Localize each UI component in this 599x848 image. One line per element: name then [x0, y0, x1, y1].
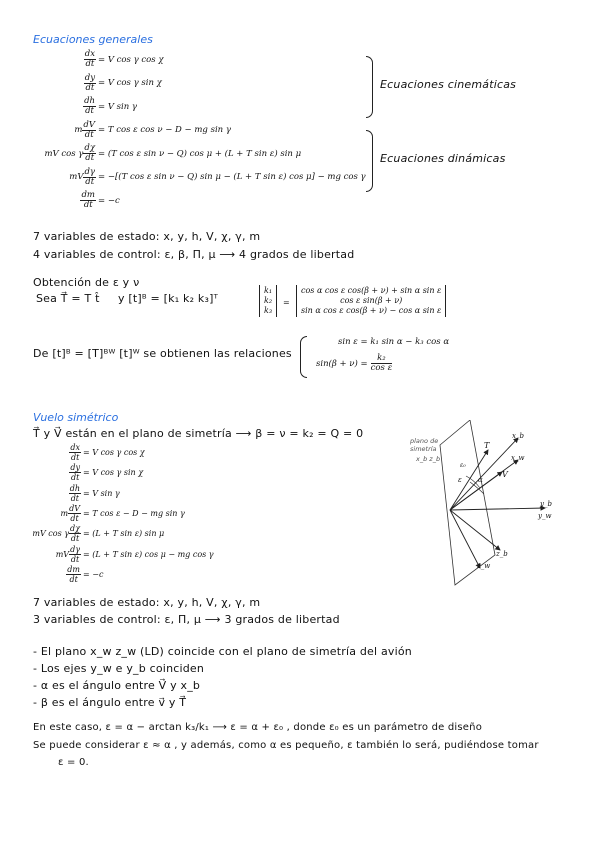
fraction-denominator: dt	[71, 473, 80, 483]
general-equation	[0, 50, 599, 69]
derivative-fraction	[68, 504, 81, 523]
matrix-entry: cos α cos ε cos(β + ν) + sin α sin ε	[301, 286, 442, 295]
equation-prefix: mV cos γ	[44, 148, 84, 159]
equation-rhs: = V cos γ cos χ	[98, 54, 164, 65]
matrix-equals: =	[283, 298, 290, 307]
matrix-entry: sin α cos ε cos(β + ν) − cos α sin ε	[301, 306, 442, 315]
label-eps: ε	[458, 476, 462, 484]
relations-line: De [t]ᴮ = [T]ᴮᵂ [t]ᵂ se obtienen las relaciones	[33, 347, 292, 360]
fraction-denominator: dt	[70, 493, 80, 503]
equation-rhs: = T cos ε − D − mg sin γ	[83, 508, 185, 518]
derivative-fraction	[84, 74, 96, 93]
derivative-fraction	[84, 50, 96, 69]
equation-rhs: = V sin γ	[98, 101, 138, 112]
matrix-rotation	[296, 285, 446, 317]
control-variables-2: 3 variables de control: ε, Π, μ ⟶ 3 grados de libertad	[33, 613, 340, 626]
derivative-fraction	[69, 463, 81, 482]
equation-prefix: m	[74, 125, 83, 135]
label-alpha: α	[478, 476, 483, 484]
fraction-numerator: dχ	[84, 143, 95, 153]
label-zw: z_w	[477, 562, 491, 570]
state-variables-2: 7 variables de estado: x, y, h, V, χ, γ, m	[33, 596, 261, 609]
plane-label: plano de simetría	[410, 437, 439, 453]
equation-rhs: = V cos γ cos χ	[83, 448, 145, 457]
fraction-denominator: dt	[84, 129, 94, 140]
axis-zb	[450, 510, 500, 550]
equation-lhs	[0, 121, 96, 140]
equation-rhs: = (L + T sin ε) cos μ − mg cos γ	[83, 549, 214, 559]
fraction-numerator: dy	[84, 72, 95, 83]
state-variables: 7 variables de estado: x, y, h, V, χ, γ, m	[33, 230, 261, 243]
final-line-1: En este caso, ε = α − arctan k₃/k₁ ⟶ ε = α + ε₀ , donde ε₀ es un parámetro de diseño	[33, 722, 483, 733]
fraction-denominator: dt	[70, 534, 80, 544]
brace-dynamic	[366, 130, 373, 192]
label-zb: z_b	[496, 550, 508, 558]
bullet-2: - Los ejes y_w e y_b coinciden	[33, 662, 205, 675]
relation-frac	[371, 354, 393, 373]
relation-lhs: sin(β + ν) =	[316, 358, 368, 369]
label-xw: x_w	[511, 454, 525, 462]
general-equation	[0, 97, 599, 116]
fraction-denominator: dt	[85, 176, 95, 187]
general-equation	[0, 191, 599, 210]
equation-lhs	[0, 74, 96, 93]
derivative-fraction	[69, 443, 81, 462]
derivative-fraction	[69, 484, 81, 503]
label-kinematic: Ecuaciones cinemáticas	[380, 78, 517, 91]
brace-kinematic	[366, 56, 373, 118]
equation-lhs	[0, 545, 81, 564]
label-dynamic: Ecuaciones dinámicas	[380, 152, 506, 165]
label-eps0: ε₀	[460, 462, 466, 469]
symmetry-condition: T⃗ y V⃗ están en el plano de simetría ⟶ β = ν = k₂ = Q = 0	[33, 427, 364, 440]
fraction-numerator: dh	[84, 96, 95, 106]
relation-num: k₂	[371, 354, 393, 364]
fraction-numerator: dγ	[70, 544, 80, 554]
equation-rhs: = (L + T sin ε) sin μ	[83, 529, 165, 539]
matrix-entry: cos ε sin(β + ν)	[340, 296, 403, 305]
matrix-entry: k₃	[264, 306, 273, 315]
equation-lhs	[0, 524, 81, 543]
fraction-numerator: dy	[70, 463, 80, 473]
equation-lhs	[0, 443, 81, 462]
relation-sin-eps: sin ε = k₁ sin α − k₃ cos α	[338, 337, 450, 347]
fraction-numerator: dx	[84, 49, 95, 59]
equation-lhs	[0, 97, 96, 116]
equation-lhs	[0, 463, 81, 482]
matrix-entry: k₁	[264, 286, 273, 295]
general-equation	[0, 168, 599, 187]
equation-rhs: = V sin γ	[83, 488, 120, 498]
equation-prefix: mV	[69, 172, 84, 182]
equation-prefix: mV cos γ	[32, 529, 70, 539]
derivative-fraction	[66, 565, 81, 584]
fraction-denominator: dt	[70, 513, 79, 523]
equation-rhs: = T cos ε cos ν − D − mg sin γ	[98, 125, 231, 135]
derivative-fraction	[83, 168, 96, 187]
plane-sublabel: x_b z_b	[416, 455, 441, 463]
fraction-numerator: dγ	[84, 166, 95, 177]
equation-lhs	[0, 168, 96, 187]
equation-rhs: = V cos γ sin χ	[83, 468, 144, 478]
fraction-numerator: dm	[67, 564, 80, 574]
fraction-denominator: dt	[71, 453, 80, 462]
section-title-symmetric: Vuelo simétrico	[33, 411, 119, 424]
derivative-fraction	[82, 121, 96, 140]
axis-yb	[450, 508, 545, 510]
bullet-4: - β es el ángulo entre v⃗ y T⃗	[33, 696, 187, 709]
fraction-numerator: dm	[81, 190, 95, 200]
derivative-fraction	[83, 97, 96, 116]
general-equation	[0, 121, 599, 140]
obtention-heading: Obtención de ε y ν	[33, 276, 140, 289]
equation-lhs	[0, 484, 81, 503]
derivative-fraction	[80, 191, 96, 210]
section-title-general: Ecuaciones generales	[33, 33, 153, 46]
relation-sin-beta-nu	[316, 354, 392, 373]
thrust-definition: Sea T⃗ = T t̂	[36, 292, 100, 305]
equation-lhs	[0, 144, 96, 163]
label-V: V	[502, 470, 508, 479]
label-T: T	[484, 441, 490, 450]
fraction-denominator: dt	[83, 200, 93, 210]
equation-lhs	[0, 504, 81, 523]
label-xb: x_b	[512, 432, 524, 440]
label-yw: y_w	[538, 512, 552, 520]
equation-rhs: = V cos γ sin χ	[98, 78, 162, 88]
bullet-1: - El plano x_w z_w (LD) coincide con el plano de simetría del avión	[33, 645, 412, 658]
equation-rhs: = (T cos ε sin ν − Q) cos μ + (L + T sin ε) sin μ	[98, 148, 302, 159]
axis-zw	[450, 510, 480, 568]
label-yb: y_b	[540, 500, 552, 508]
equation-lhs	[0, 50, 96, 69]
equation-lhs	[0, 191, 96, 210]
fraction-denominator: dt	[85, 106, 94, 116]
fraction-denominator: dt	[85, 82, 95, 93]
general-equation	[0, 144, 599, 163]
fraction-numerator: dh	[69, 483, 80, 493]
equation-rhs: = −c	[98, 195, 120, 206]
equation-prefix: m	[60, 508, 69, 518]
derivative-fraction	[69, 524, 81, 543]
fraction-denominator: dt	[85, 153, 95, 163]
bullet-3: - α es el ángulo entre V⃗ y x_b	[33, 679, 201, 692]
final-line-2: Se puede considerar ε ≈ α , y además, como α es pequeño, ε también lo será, pudiéndose tomar	[33, 740, 539, 751]
brace-relations	[300, 336, 307, 378]
fraction-numerator: dχ	[70, 524, 80, 534]
equation-lhs	[0, 565, 81, 584]
fraction-numerator: dV	[83, 119, 95, 130]
fraction-denominator: dt	[69, 574, 78, 584]
matrix-k	[259, 285, 277, 317]
derivative-fraction	[83, 144, 96, 163]
fraction-denominator: dt	[70, 554, 80, 564]
fraction-denominator: dt	[85, 59, 95, 69]
equation-rhs: = −[(T cos ε sin ν − Q) sin μ − (L + T sin ε) cos μ] − mg cos γ	[98, 172, 366, 182]
fraction-numerator: dV	[69, 503, 80, 513]
matrix-entry: k₂	[264, 296, 273, 305]
equation-rhs: = −c	[83, 569, 104, 579]
control-variables: 4 variables de control: ε, β, Π, μ ⟶ 4 grados de libertad	[33, 248, 355, 261]
derivative-fraction	[69, 545, 81, 564]
t-body-components: y [t]ᴮ = [k₁ k₂ k₃]ᵀ	[118, 292, 219, 305]
final-line-3: ε = 0.	[58, 757, 89, 768]
fraction-numerator: dx	[70, 443, 80, 452]
equation-prefix: mV	[55, 549, 70, 559]
relation-den: cos ε	[370, 363, 393, 373]
